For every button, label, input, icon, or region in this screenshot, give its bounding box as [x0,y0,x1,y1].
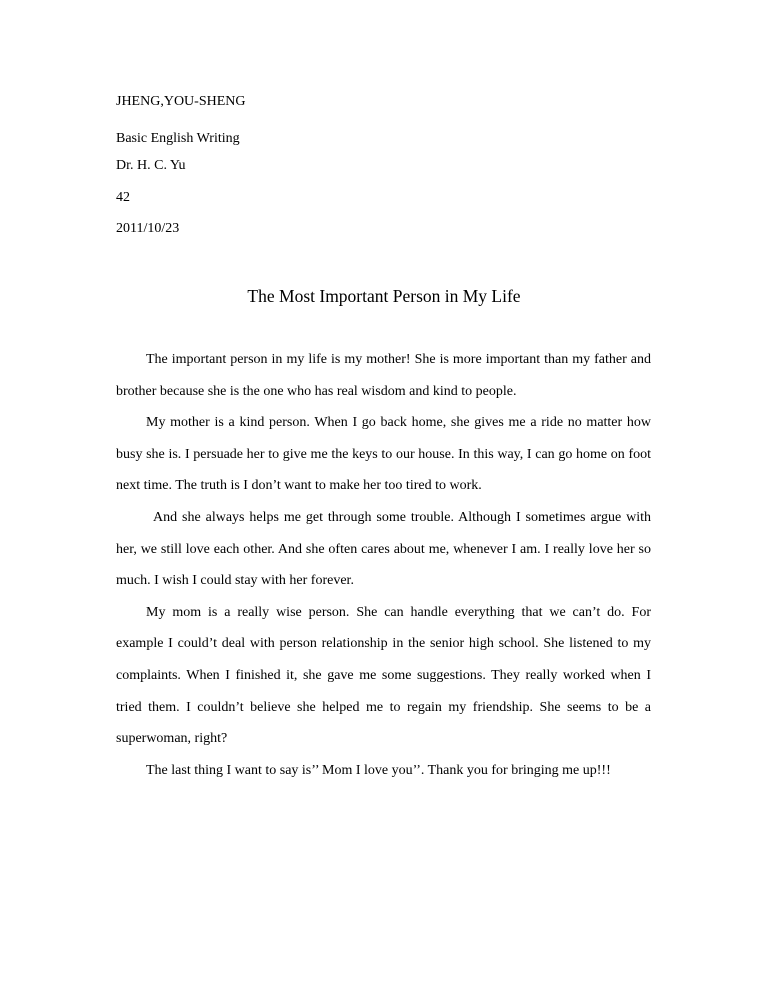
paragraph-2: My mother is a kind person. When I go back home, she gives me a ride no matter how busy she is. I persuade her to give me the keys to our house. In this way, I can go home on foot next time. The truth is I don’t want to make her too tired to work. [116,415,651,494]
paragraph-5: The last thing I want to say is’’ Mom I love you’’. Thank you for bringing me up!!! [146,762,611,778]
student-number: 42 [116,190,130,205]
author-name: JHENG,YOU-SHENG [116,94,246,109]
paragraph-3: And she always helps me get through some trouble. Although I sometimes argue with her, we still love each other. And she often cares about me, whenever I am. I really love her so much. I wish I could stay with her forever. [116,509,651,589]
essay-body [116,344,651,786]
paragraph-1: The important person in my life is my mother! She is more important than my father and brother because she is the one who has real wisdom and kind to people. [116,352,651,399]
essay-title: The Most Important Person in My Life [247,286,521,306]
instructor-name: Dr. H. C. Yu [116,158,186,173]
document-date: 2011/10/23 [116,221,180,236]
course-name: Basic English Writing [116,131,240,146]
paragraph-4: My mom is a really wise person. She can handle everything that we can’t do. For example I could’t deal with person relationship in the senior high school. She listened to my complaints. When I finished it, she gave me some suggestions. They really worked when I tried them. I couldn’t believe she helped me to regain my friendship. She seems to be a superwoman, right? [116,604,651,747]
